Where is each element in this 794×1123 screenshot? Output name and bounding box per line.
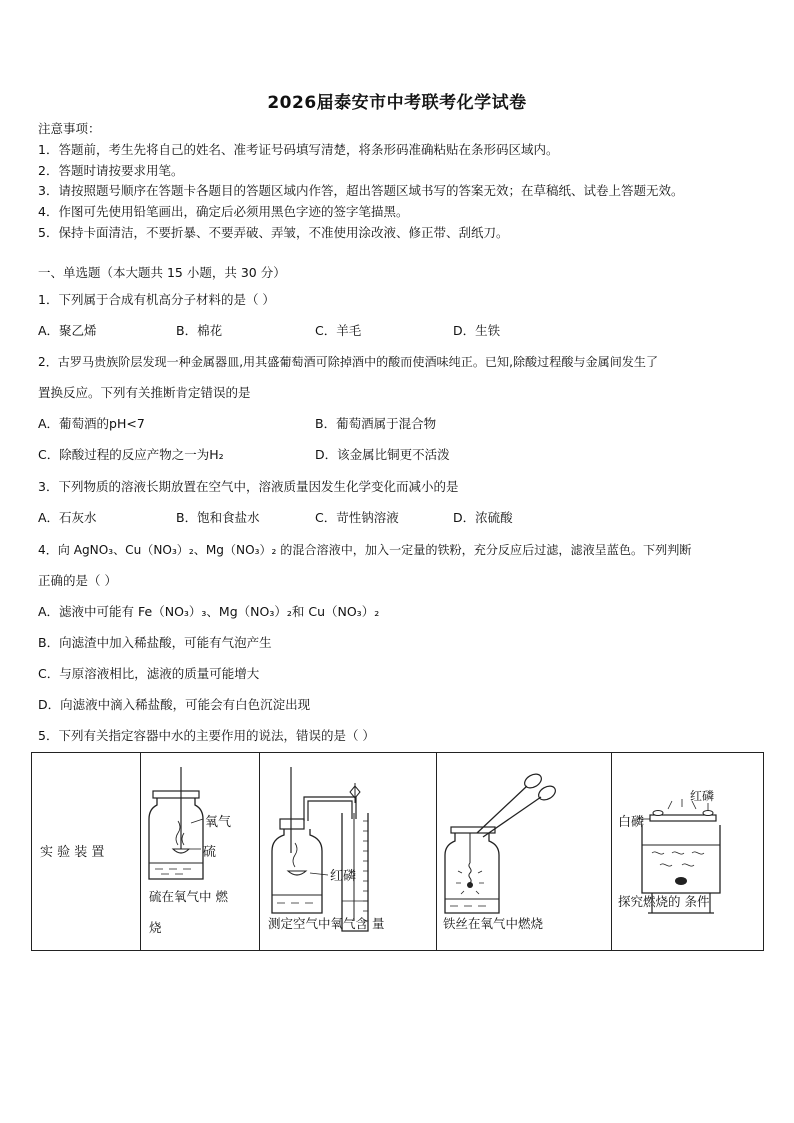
q1-option-d: D．生铁 (453, 323, 501, 338)
q3-option-b: B．饱和食盐水 (176, 510, 260, 525)
label-white-phosphorus: 白磷 (618, 815, 645, 830)
q2-option-d: D．该金属比铜更不活泼 (315, 447, 450, 462)
q3-option-c: C．苛性钠溶液 (315, 510, 399, 525)
q4-option-a: A．滤液中可能有 Fe（NO₃）₃、Mg（NO₃）₂和 Cu（NO₃）₂ (38, 604, 380, 619)
question-1-stem: 1．下列属于合成有机高分子材料的是（ ） (38, 292, 275, 307)
notice-heading: 注意事项： (38, 121, 101, 136)
q4-option-c: C．与原溶液相比，滤液的质量可能增大 (38, 666, 260, 681)
notice-item: 3．请按照题号顺序在答题卡各题目的答题区域内作答，超出答题区域书写的答案无效；在草稿纸、试卷上答题无效。 (38, 183, 684, 198)
q3-option-a: A．石灰水 (38, 510, 97, 525)
row-label: 实 验 装 置 (40, 845, 105, 860)
q1-option-c: C．羊毛 (315, 323, 362, 338)
question-4-stem-line1: 4．向 AgNO₃、Cu（NO₃）₂、Mg（NO₃）₂ 的混合溶液中，加入一定量的铁粉，充分反应后过滤，滤液呈蓝色。下列判断 (38, 543, 692, 557)
setup-caption: 探究燃烧的 条件 (618, 894, 710, 909)
label-sulfur: 硫 (203, 845, 217, 860)
notice-item: 1．答题前，考生先将自己的姓名、准考证号码填写清楚，将条形码准确粘贴在条形码区域内。 (38, 142, 559, 157)
question-3-stem: 3．下列物质的溶液长期放置在空气中，溶液质量因发生化学变化而减小的是 (38, 479, 459, 494)
row-label-cell (32, 753, 141, 951)
q2-option-a: A．葡萄酒的pH<7 (38, 416, 145, 431)
question-2-stem-line1: 2．古罗马贵族阶层发现一种金属器皿,用其盛葡萄酒可除掉酒中的酸而使酒味纯正。已知,除酸过程酸与金属间发生了 (38, 355, 659, 369)
combustion-conditions-diagram (612, 753, 766, 951)
setup-caption: 铁丝在氧气中燃烧 (443, 916, 544, 931)
setup-caption: 测定空气中氧气含 量 (268, 916, 385, 931)
setup-iron-wire-cell (437, 753, 612, 951)
question-5-stem: 5．下列有关指定容器中水的主要作用的说法，错误的是（ ） (38, 728, 375, 743)
notice-item: 4．作图可先使用铅笔画出，确定后必须用黑色字迹的签字笔描黑。 (38, 204, 409, 219)
setup-sulfur-cell (141, 753, 260, 951)
question-4-stem-line2: 正确的是（ ） (38, 573, 117, 588)
label-red-phosphorus: 红磷 (330, 869, 357, 884)
experiment-table (31, 752, 764, 951)
setup-caption: 硫在氧气中 燃 (149, 889, 228, 904)
q1-option-a: A．聚乙烯 (38, 323, 97, 338)
q2-option-b: B．葡萄酒属于混合物 (315, 416, 437, 431)
question-2-stem-line2: 置换反应。下列有关推断肯定错误的是 (38, 385, 251, 400)
q4-option-b: B．向滤渣中加入稀盐酸，可能有气泡产生 (38, 635, 272, 650)
q2-option-c: C．除酸过程的反应产物之一为H₂ (38, 447, 224, 462)
label-red-phosphorus: 红磷 (690, 789, 715, 803)
notice-item: 5．保持卡面清洁，不要折暴、不要弄破、弄皱，不准使用涂改液、修正带、刮纸刀。 (38, 225, 509, 240)
q3-option-d: D．浓硫酸 (453, 510, 513, 525)
setup-caption-cont: 烧 (149, 920, 162, 935)
section-heading: 一、单选题（本大题共 15 小题，共 30 分） (38, 265, 286, 280)
notice-item: 2．答题时请按要求用笔。 (38, 163, 184, 178)
q4-option-d: D．向滤液中滴入稀盐酸，可能会有白色沉淀出现 (38, 697, 311, 712)
q1-option-b: B．棉花 (176, 323, 223, 338)
label-oxygen: 氧气 (205, 815, 232, 830)
setup-air-oxygen-cell (260, 753, 437, 951)
page-title: 2026届泰安市中考联考化学试卷 (267, 93, 527, 113)
setup-combustion-conditions-cell (612, 753, 764, 951)
